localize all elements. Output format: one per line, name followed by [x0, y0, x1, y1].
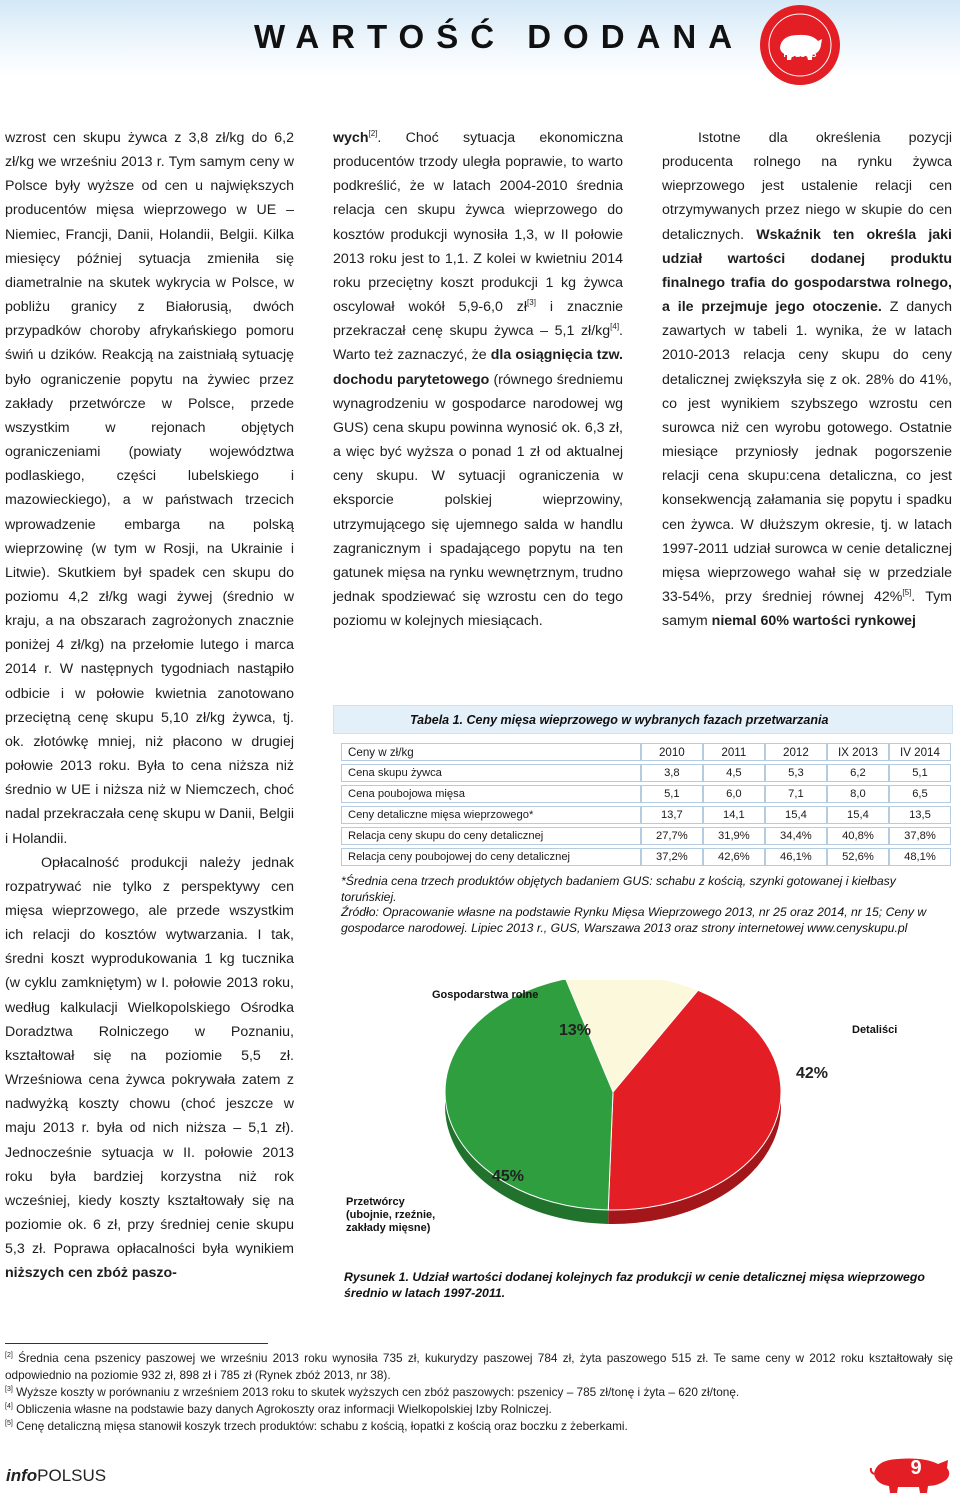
- footnotes: [5, 1350, 953, 1435]
- footnote-text: Średnia cena pszenicy paszowej we wrześniu 2013 roku wynosiła 735 zł, kukurydzy paszowej 784 zł, żyta paszowego 515 zł. Te same ceny w 2012 roku kształtowały się odpowiednio na poziomie 932 zł, 898 zł i 785 zł (Rynek zbóż 2013, nr 38).: [5, 1351, 953, 1382]
- col2-bold-start: wych: [333, 130, 369, 146]
- col3-bold-end: niemal 60% wartości rynkowej: [711, 613, 916, 630]
- chart-label-retail: Detaliści: [852, 1024, 898, 1036]
- data-label-processors: 45%: [492, 1168, 525, 1185]
- col3-text-b: Z danych zawartych w tabeli 1. wynika, że w latach 2010-2013 relacja ceny skupu do ceny detalicznej zwiększyła się z ok. 28% do 41%, co jest wynikiem szybszego wzrostu cen surowca niż cen wyrobu gotowego. Ostatnie miesiące przyniosły jednak pogorszenie relacji cena skupu:cena detaliczna, co jest konsekwencją załamania się popytu i spadku cen żywca. W dłuższym okresie, tj. w latach 1997-2011 udział surowca w cenie detalicznej mięsa wieprzowego wahał się w przedziale 33-54%, przy średniej równej 42%: [662, 299, 952, 605]
- table-cell: 15,4: [827, 806, 889, 824]
- table-cell: 13,5: [889, 806, 951, 824]
- table-header-cell: Ceny w zł/kg: [341, 743, 641, 761]
- col3-text-a: Istotne dla określenia pozycji producenta rolnego na rynku żywca wieprzowego jest ustalenie relacji cen otrzymywanych przez niego w skupie do cen detalicznych.: [662, 130, 952, 243]
- brand-name: POLSUS: [37, 1466, 107, 1485]
- footer-brand: [6, 1466, 106, 1486]
- table-cell: 15,4: [765, 806, 827, 824]
- data-label-farms: 13%: [559, 1022, 592, 1039]
- table-note-1: *Średnia cena trzech produktów objętych badaniem GUS: schabu z kością, szynki gotowanej i kiełbasy toruńskiej.: [341, 874, 896, 904]
- col1-paragraph-1: wzrost cen skupu żywca z 3,8 zł/kg do 6,2 zł/kg we wrześniu 2013 r. Tym samym ceny w Polsce były wyższe od cen u największych producentów mięsa wieprzowego w UE – Niemiec, Francji, Danii, Holandii, Belgii. Kilka miesięcy później sytuacja zmieniła się diametralnie na skutek wykrycia w Polsce, w pobliżu granicy z Białorusią, dwóch przypadków choroby afrykańskiego pomoru świń u dzików. Reakcją na zaistniałą sytuację było ograniczenie popytu na żywiec przez zakłady przetwórcze w Polsce, przede wszystkim w rejonach objętych ograniczeniami (powiaty województwa podlaskiego, części lubelskiego i mazowieckiego), a w państwach trzecich wprowadzenie embarga na polską wieprzowinę (w tym w Rosji, na Ukrainie i Litwie). Skutkiem był spadek cen skupu do poziomu 4,2 zł/kg wagi żywej (średnio w kraju, a na obszarach zagrożonych znacznie poniżej 4 zł/kg) na przełomie lutego i marca 2014 r. W następnych tygodniach nastąpiło odbicie i w połowie kwietnia zanotowano przeciętną cenę skupu 5,10 zł/kg żywca, tj. ok. złotówkę mniej, niż płacono w drugiej połowie 2013 roku. Była to cena niższa niż średnio w UE i niższa niż w Niemczech, choć nadal przekraczała cenę skupu w Danii, Belgii i Holandii.: [5, 130, 294, 847]
- footnote-mark: [4]: [5, 1403, 13, 1410]
- table-cell: 46,1%: [765, 848, 827, 866]
- data-label-retail: 42%: [796, 1065, 829, 1082]
- col3-text-c: . Tym samym: [662, 588, 952, 630]
- footnote-3: [5, 1384, 953, 1401]
- table-row: [341, 764, 951, 782]
- table-cell: 52,6%: [827, 848, 889, 866]
- table-cell: 6,5: [889, 785, 951, 803]
- table-header-cell: 2010: [641, 743, 703, 761]
- footnote-4: [5, 1401, 953, 1418]
- footnote-text: Wyższe koszty w porównaniu z wrześniem 2013 roku to skutek wyższych cen zbóż paszowych: pszenicy – 785 zł/tonę i żyta – 620 zł/tonę.: [12, 1385, 740, 1399]
- table-cell: 27,7%: [641, 827, 703, 845]
- column-1: [5, 126, 294, 1286]
- table-cell: Relacja ceny skupu do ceny detalicznej: [341, 827, 641, 845]
- col2-text-b: i znacznie przekraczał cenę skupu żywca – 5,1 zł/kg: [333, 299, 624, 340]
- col2-paragraph-1: [333, 126, 623, 633]
- col2-text-c: . Warto też zaznaczyć, że: [333, 323, 623, 364]
- footnote-ref-3[interactable]: [3]: [527, 298, 536, 308]
- table-cell: Ceny detaliczne mięsa wieprzowego*: [341, 806, 641, 824]
- table-cell: 5,3: [765, 764, 827, 782]
- col1-p2-text: Opłacalność produkcji należy jednak rozpatrywać nie tylko z perspektywy cen mięsa wieprzowego, ale przede wszystkim ich relacji do kosztów wytwarzania. I tak, średni koszt wyprodukowania 1 kg tucznika (w cyklu zamkniętym) w I. połowie 2013 roku, według kalkulacji Wielkopolskiego Ośrodka Doradztwa Rolniczego w Poznaniu, kształtował się na poziomie 5,5 zł. Wrześniowa cena żywca pokrywała zatem z nadwyżką koszty chowu (choć jeszcze w maju 2013 r. była od nich niższa – 5,1 zł). Jednocześnie sytuacja w II. połowie 2013 roku była bardziej korzystna niż rok wcześniej, kiedy koszty kształtowały się na poziomie ok. 6 zł, przy średniej cenie skupu 5,3 zł. Poprawa opłacalności była wynikiem: [5, 854, 294, 1258]
- table-row: [341, 806, 951, 824]
- logo-text: POLSUS: [783, 50, 817, 59]
- table-caption: Tabela 1. Ceny mięsa wieprzowego w wybranych fazach przetwarzania: [333, 705, 953, 734]
- footnote-divider: [5, 1343, 268, 1344]
- footnote-text: Obliczenia własne na podstawie bazy danych Agrokoszty oraz informacji Wielkopolskiej Izby Rolniczej.: [12, 1402, 552, 1416]
- table-source: Źródło: Opracowanie własne na podstawie Rynku Mięsa Wieprzowego 2013, nr 25 oraz 2014, nr 15; Ceny w gospodarce narodowej. Lipiec 2013 r., GUS, Warszawa 2013 oraz strony internetowej www.cenyskupu.pl: [341, 905, 927, 935]
- col3-bold: Wskaźnik ten określa jaki udział wartości dodanej produktu finalnego trafia do gospodarstwa rolnego, a ile przejmuje jego otoczenie.: [662, 226, 952, 316]
- col2-text-d: (równego średniemu wynagrodzeniu w gospodarce narodowej wg GUS) cena skupu powinna wynosić ok. 6,3 zł, a więc być wyższa o ponad 1 zł od aktualnej ceny skupu. W sytuacji ograniczenia w eksporcie polskiej wieprzowiny, utrzymującego się ujemnego salda w handlu zagranicznym i spadającego popytu na ten gatunek mięsa na rynku wewnętrznym, trudno jednak spodziewać się wzrostu cen do tego poziomu w kolejnych miesiącach.: [333, 371, 623, 630]
- table-cell: 40,8%: [827, 827, 889, 845]
- col2-text-a: . Choć sytuacja ekonomiczna producentów trzody uległa poprawie, to warto podkreślić, że w latach 2004-2010 średnia relacja cen skupu żywca wieprzowego do kosztów produkcji wynosiła 1,3, w II połowie 2013 roku jest to 1,1. Z kolei w kwietniu 2014 roku przeciętny koszt produkcji 1 kg żywca oscylował wokół 5,9-6,0 zł: [333, 130, 623, 316]
- table-cell: 5,1: [889, 764, 951, 782]
- price-table: [341, 740, 951, 869]
- col3-paragraph-1: [662, 126, 952, 633]
- col2-bold-mid: dla osiągnięcia tzw. dochodu parytetowego: [333, 347, 623, 388]
- table-cell: Cena poubojowa mięsa: [341, 785, 641, 803]
- footnote-5: [5, 1418, 953, 1435]
- table-cell: 34,4%: [765, 827, 827, 845]
- footnote-ref-4[interactable]: [4]: [610, 322, 620, 332]
- table-cell: 37,8%: [889, 827, 951, 845]
- table-cell: 13,7: [641, 806, 703, 824]
- table-header-cell: IX 2013: [827, 743, 889, 761]
- footnote-mark: [3]: [5, 1386, 13, 1393]
- table-cell: 31,9%: [703, 827, 765, 845]
- table-cell: 14,1: [703, 806, 765, 824]
- table-cell: 6,0: [703, 785, 765, 803]
- section-title: WARTOŚĆ DODANA: [254, 18, 745, 55]
- page-number: 9: [910, 1457, 922, 1479]
- table-header-cell: IV 2014: [889, 743, 951, 761]
- col1-paragraph-2: [5, 851, 294, 1286]
- table-cell: 7,1: [765, 785, 827, 803]
- footnote-mark: [2]: [5, 1352, 13, 1359]
- table-cell: Relacja ceny poubojowej do ceny detalicznej: [341, 848, 641, 866]
- table-row: [341, 848, 951, 866]
- table-cell: 42,6%: [703, 848, 765, 866]
- polsus-logo: [758, 3, 842, 87]
- page-header: [0, 0, 960, 76]
- table-cell: 6,2: [827, 764, 889, 782]
- figure-caption: Rysunek 1. Udział wartości dodanej kolejnych faz produkcji w cenie detalicznej mięsa wieprzowego średnio w latach 1997-2011.: [344, 1270, 925, 1300]
- table-header-row: [341, 743, 951, 761]
- table-notes: [341, 874, 941, 936]
- table-row: [341, 785, 951, 803]
- footnote-ref-2[interactable]: [2]: [368, 129, 378, 138]
- table-cell: 3,8: [641, 764, 703, 782]
- footnote-text: Cenę detaliczną mięsa stanowił koszyk trzech produktów: schabu z kością, łopatki z kością oraz boczku z żeberkami.: [12, 1419, 628, 1433]
- table-cell: 5,1: [641, 785, 703, 803]
- footnote-mark: [5]: [5, 1420, 13, 1427]
- table-cell: 48,1%: [889, 848, 951, 866]
- table-cell: 4,5: [703, 764, 765, 782]
- chart-label-farms: Gospodarstwa rolne: [432, 989, 539, 1001]
- table-cell: 37,2%: [641, 848, 703, 866]
- table-header-cell: 2012: [765, 743, 827, 761]
- table-header-cell: 2011: [703, 743, 765, 761]
- column-3: [662, 126, 952, 633]
- col1-p2-bold: niższych cen zbóż paszo-: [5, 1265, 177, 1282]
- table-cell: 8,0: [827, 785, 889, 803]
- footnote-ref-5[interactable]: [5]: [902, 587, 912, 597]
- chart-label-processors: Przetwórcy (ubojnie, rzeźnie, zakłady mięsne): [346, 1196, 436, 1234]
- table-cell: Cena skupu żywca: [341, 764, 641, 782]
- footnote-2: [5, 1350, 953, 1384]
- column-2: [333, 126, 623, 633]
- brand-italic: info: [6, 1466, 38, 1485]
- table-row: [341, 827, 951, 845]
